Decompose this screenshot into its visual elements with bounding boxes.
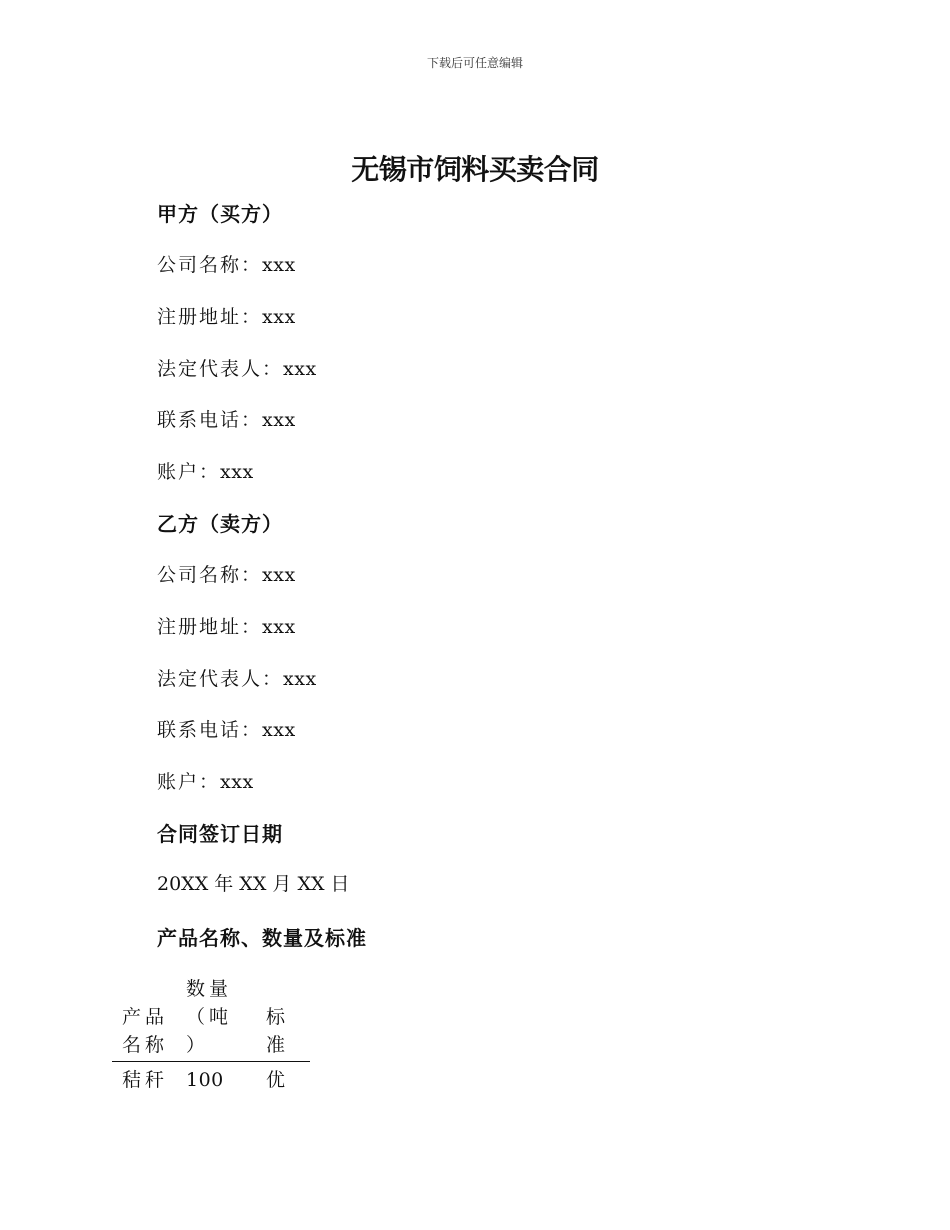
party-b-address: 注册地址：xxx bbox=[157, 616, 296, 638]
column-header-quantity: 数量 （吨 ） bbox=[186, 978, 233, 1056]
signing-date-heading: 合同签订日期 bbox=[157, 822, 283, 846]
document-title: 无锡市饲料买卖合同 bbox=[351, 153, 599, 186]
product-table-header bbox=[112, 975, 310, 1062]
party-a-phone: 联系电话：xxx bbox=[157, 409, 296, 431]
party-b-legal-rep: 法定代表人：xxx bbox=[157, 668, 317, 690]
party-a-company-name: 公司名称：xxx bbox=[157, 254, 296, 276]
party-b-company-name: 公司名称：xxx bbox=[157, 564, 296, 586]
column-header-product-name: 产品 名称 bbox=[122, 1006, 169, 1056]
party-a-account: 账户：xxx bbox=[157, 461, 254, 483]
cell-product-name: 秸秆 bbox=[122, 1069, 169, 1091]
party-a-legal-rep: 法定代表人：xxx bbox=[157, 358, 317, 380]
cell-quantity: 100 bbox=[186, 1069, 224, 1091]
column-header-standard: 标 准 bbox=[266, 1006, 290, 1056]
party-b-phone: 联系电话：xxx bbox=[157, 719, 296, 741]
table-row bbox=[112, 1062, 310, 1094]
party-a-heading: 甲方（买方） bbox=[157, 202, 283, 226]
cell-standard: 优 bbox=[266, 1069, 290, 1091]
header-note: 下载后可任意编辑 bbox=[426, 56, 523, 70]
products-heading: 产品名称、数量及标准 bbox=[157, 926, 367, 950]
signing-date: 20XX 年 XX 月 XX 日 bbox=[157, 873, 350, 895]
party-b-account: 账户：xxx bbox=[157, 771, 254, 793]
party-b-heading: 乙方（卖方） bbox=[157, 512, 283, 536]
product-table bbox=[112, 975, 310, 1094]
party-a-address: 注册地址：xxx bbox=[157, 306, 296, 328]
